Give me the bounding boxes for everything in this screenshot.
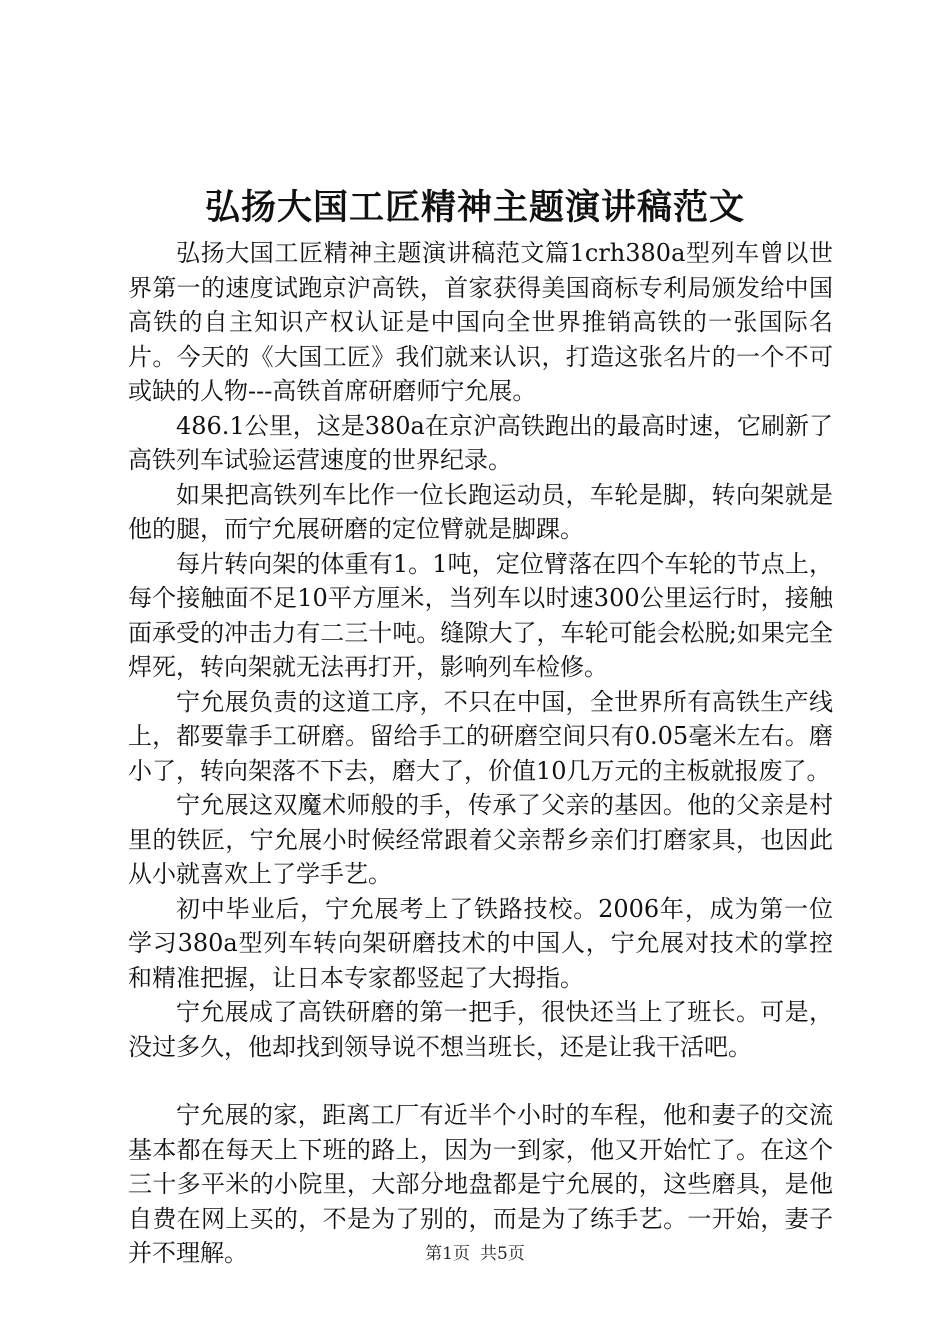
document-title: 弘扬大国工匠精神主题演讲稿范文 [204,187,745,228]
paragraph: 宁允展负责的这道工序，不只在中国，全世界所有高铁生产线上，都要靠手工研磨。留给手工的研磨空间只有0.05毫米左右。磨小了，转向架落不下去，磨大了，价值10几万元的主板就报废了。 [128,687,833,785]
page-number-total: 共5页 [480,1244,525,1264]
page-number-current: 第1页 [425,1244,470,1264]
page-footer [0,1242,950,1266]
paragraph: 弘扬大国工匠精神主题演讲稿范文篇1crh380a型列车曾以世界第一的速度试跑京沪高铁，首家获得美国商标专利局颁发给中国高铁的自主知识产权认证是中国向全世界推销高铁的一张国际名片。今天的《大国工匠》我们就来认识，打造这张名片的一个不可或缺的人物---高铁首席研磨师宁允展。 [128,239,833,405]
paragraph: 每片转向架的体重有1。1吨，定位臂落在四个车轮的节点上，每个接触面不足10平方厘米，当列车以时速300公里运行时，接触面承受的冲击力有二三十吨。缝隙大了，车轮可能会松脱;如果完全焊死，转向架就无法再打开，影响列车检修。 [128,549,833,681]
paragraph: 宁允展的家，距离工厂有近半个小时的车程，他和妻子的交流基本都在每天上下班的路上，因为一到家，他又开始忙了。在这个三十多平米的小院里，大部分地盘都是宁允展的，这些磨具，是他自费在网上买的，不是为了别的，而是为了练手艺。一开始，妻子并不理解。 [128,1101,833,1267]
paragraph: 初中毕业后，宁允展考上了铁路技校。2006年，成为第一位学习380a型列车转向架研磨技术的中国人，宁允展对技术的掌控和精准把握，让日本专家都竖起了大拇指。 [128,894,833,992]
paragraph: 宁允展成了高铁研磨的第一把手，很快还当上了班长。可是，没过多久，他却找到领导说不想当班长，还是让我干活吧。 [128,998,833,1061]
paragraph: 486.1公里，这是380a在京沪高铁跑出的最高时速，它刷新了高铁列车试验运营速度的世界纪录。 [128,411,833,474]
paragraph: 如果把高铁列车比作一位长跑运动员，车轮是脚，转向架就是他的腿，而宁允展研磨的定位臂就是脚踝。 [128,480,833,543]
paragraph: 宁允展这双魔术师般的手，传承了父亲的基因。他的父亲是村里的铁匠，宁允展小时候经常跟着父亲帮乡亲们打磨家具，也因此从小就喜欢上了学手艺。 [128,791,833,888]
document-body [128,236,833,1271]
